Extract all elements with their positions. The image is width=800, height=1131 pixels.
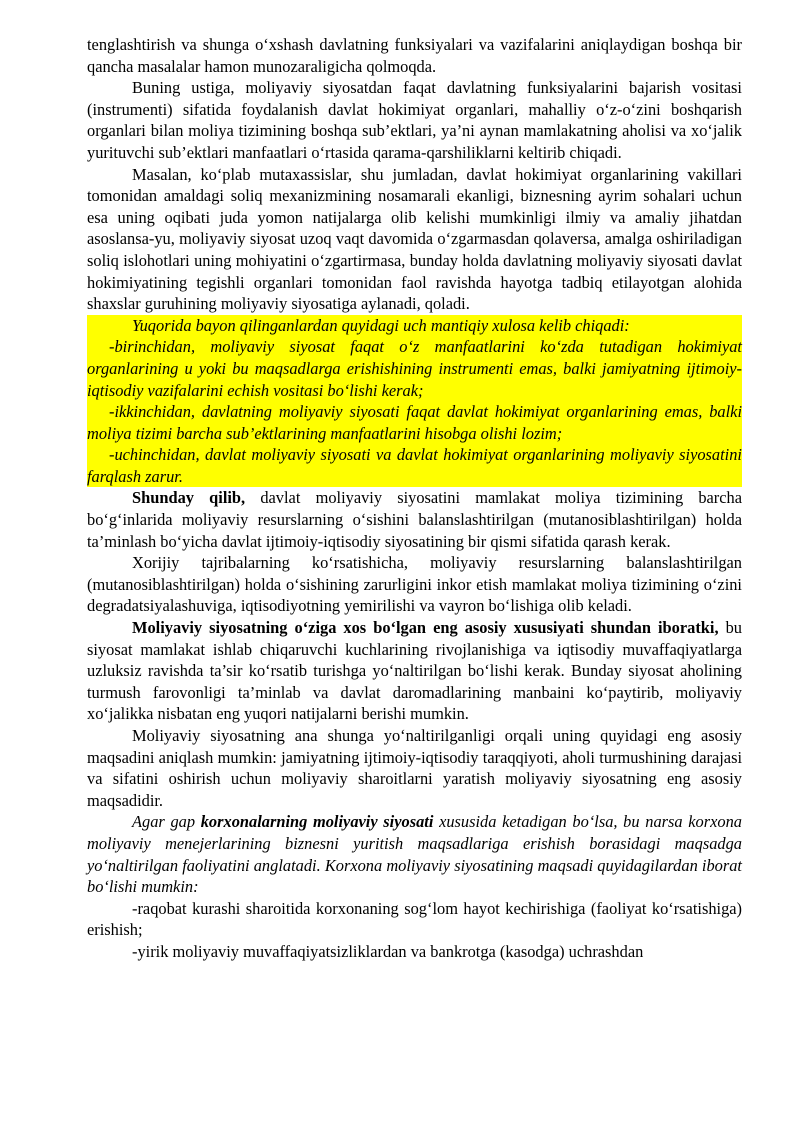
conclusion-first: -birinchidan, moliyaviy siyosat faqat o‘z manfaatlarini ko‘zda tutadigan hokimiyat organlarining u yoki bu maqsadlarga erishishining instrumenti emas, balki jamiyatning ijtimoiy-iqtisodiy vazifalarini echish vositasi bo‘lishi kerak; xyxy=(87,337,742,400)
enterprise-policy-lead: Agar gap xyxy=(132,812,201,832)
thus-bold-lead: Shunday qilib, xyxy=(132,488,246,508)
paragraph-main-feature xyxy=(87,617,742,725)
paragraph-thus xyxy=(87,487,742,552)
main-feature-rest: bu siyosat mamlakat ishlab chiqaruvchi kuchlarining rivojlanishiga va iqtisodiy muvaffaqiyatlarga uzluksiz ravishda ta’sir ko‘rsatib turishga yo‘naltirilgan bo‘lishi kerak. Bunday siyosat aholining turmush farovonligi ta’minlab va davlat daromadlarining manbaini ko‘paytirib, moliyaviy xo‘jalikka nisbatan eng yuqori natijalarni berishi mumkin. xyxy=(87,618,742,724)
conclusion-third: -uchinchidan, davlat moliyaviy siyosati va davlat hokimiyat organlarining moliyaviy siyosatini farqlash zarur. xyxy=(87,445,742,486)
list-item-avoid-failures: -yirik moliyaviy muvaffaqiyatsizliklardan va bankrotga (kasodga) uchrashdan xyxy=(132,941,644,961)
list-item-competition: -raqobat kurashi sharoitida korxonaning sog‘lom hayot kechirishiga (faoliyat ko‘rsatishiga) erishish; xyxy=(87,898,742,940)
paragraph-moreover: Buning ustiga, moliyaviy siyosatdan faqat davlatning funksiyalarini bajarish vositasi (instrumenti) sifatida foydalanish davlat hokimiyat organlari, mahalliy o‘z-o‘zini boshqarish organlari bilan moliya tizimining boshqa sub’ektlari, ya’ni aynan mamlakatning aholisi va xo‘jalik yurituvchi sub’ektlari manfaatlari o‘rtasida qarama-qarshiliklarni keltirib chiqadi. xyxy=(87,78,742,162)
paragraph-main-goal: Moliyaviy siyosatning ana shunga yo‘naltirilganligi orqali uning quyidagi eng asosiy maqsadini aniqlash mumkin: jamiyatning ijtimoiy-iqtisodiy taraqqiyoti, aholi turmushining darajasi va sifatini oshirish uchun moliyaviy sharoitlarni yaratish moliyaviy siyosatning eng asosiy maqsadidir. xyxy=(87,726,742,810)
paragraph-enterprise-policy xyxy=(87,811,742,897)
enterprise-policy-bold: korxonalarning moliyaviy siyosati xyxy=(200,812,434,832)
highlighted-conclusions xyxy=(87,315,742,488)
main-feature-bold-lead: Moliyaviy siyosatning o‘ziga xos bo‘lgan eng asosiy xususiyati shundan iboratki, xyxy=(132,618,719,638)
paragraph-continuation: tenglashtirish va shunga o‘xshash davlatning funksiyalari va vazifalarini aniqlaydigan boshqa bir qancha masalalar hamon munozaraligicha qolmoqda. xyxy=(87,35,742,76)
document-page xyxy=(87,34,742,963)
enterprise-policy-rest: xususida ketadigan bo‘lsa, bu narsa korxona moliyaviy menejerlarining biznesni yuritish maqsadlariga erishish borasidagi maqsadga yo‘naltirilgan faoliyatini anglatadi. Korxona moliyaviy siyosatining maqsadi quyidagilardan iborat bo‘lishi mumkin: xyxy=(87,812,742,897)
thus-rest: davlat moliyaviy siyosatini mamlakat moliya tizimining barcha bo‘g‘inlarida moliyaviy resurslarning o‘sishini balanslashtirilgan (mutanosiblashtirilgan) holda ta’minlash bo‘yicha davlat ijtimoiy-iqtisodiy siyosatining bir qismi sifatida qarash kerak. xyxy=(87,488,743,551)
paragraph-foreign-experience: Xorijiy tajribalarning ko‘rsatishicha, moliyaviy resurslarning balanslashtirilgan (mutanosiblashtirilgan) holda o‘sishining zarurligini inkor etish mamlakat moliya tizimining o‘zini degradatsiyalashuviga, iqtisodiyotning yemirilishi va vayron bo‘lishiga olib keladi. xyxy=(87,553,742,616)
conclusions-intro: Yuqorida bayon qilinganlardan quyidagi uch mantiqiy xulosa kelib chiqadi: xyxy=(132,315,630,335)
conclusion-second: -ikkinchidan, davlatning moliyaviy siyosati faqat davlat hokimiyat organlarining emas, balki moliya tizimi barcha sub’ektlarining manfaatlarini hisobga olishi lozim; xyxy=(87,402,742,443)
paragraph-example: Masalan, ko‘plab mutaxassislar, shu jumladan, davlat hokimiyat organlarining vakillari tomonidan amaldagi soliq mexanizmining nosamarali ekanligi, biznesning ayrim sohalari uchun esa uning oqibati juda yomon natijalarga olib kelishi mumkinligi ilmiy va amaliy jihatdan asoslansa-yu, moliyaviy siyosat uzoq vaqt davomida o‘zgarmasdan qolaversa, amalga oshiriladigan soliq islohotlari uning mohiyatini o‘zgartirmasa, bunday holda davlatning moliyaviy siyosati davlat hokimiyatining tegishli organlari tomonidan faol ravishda hayotga tadbiq etilayotgan alohida shaxslar guruhining moliyaviy siyosatiga aylanadi, qoladi. xyxy=(87,164,742,314)
